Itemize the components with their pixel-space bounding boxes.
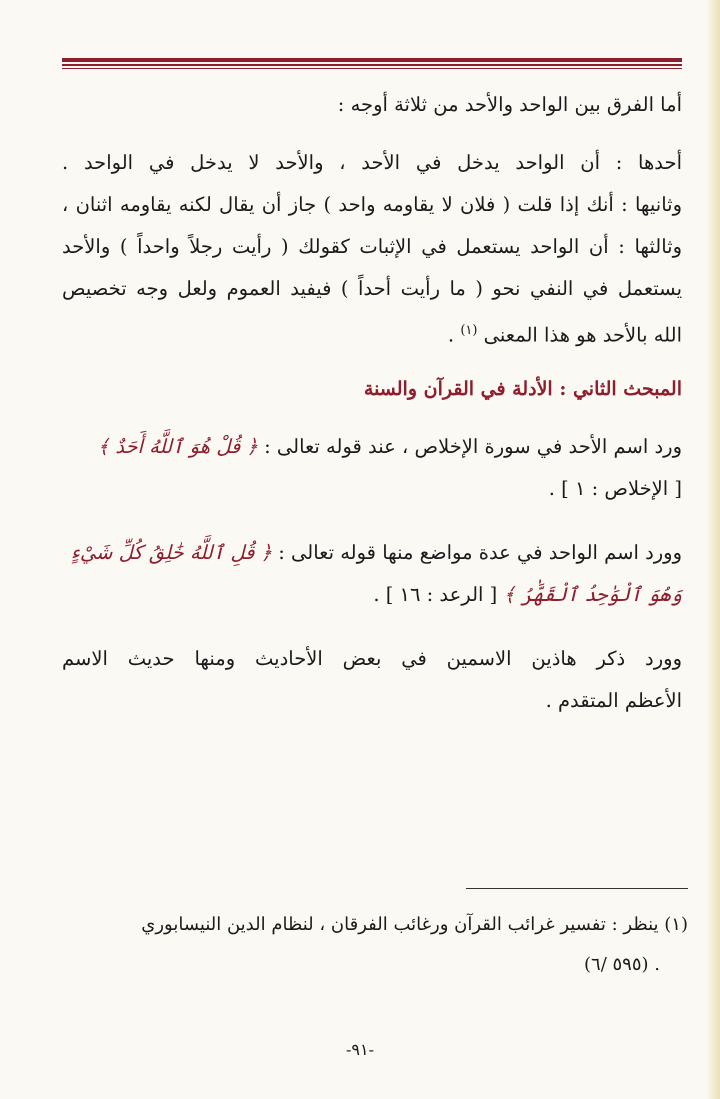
- hadith-line-1: وورد ذكر هاذين الاسمين في بعض الأحاديث ومنها حديث الاسم: [62, 647, 682, 670]
- verse2-quote-a: ﴿ قُلِ ٱللَّهُ خَٰلِقُ كُلِّ شَيْءٍ: [70, 541, 273, 564]
- verse1-line: [62, 426, 682, 468]
- verse2-line-b: [62, 574, 682, 616]
- verse2-quote-b: وَهُوَ ٱلْوَٰحِدُ ٱلْقَهَّٰرُ ﴾: [503, 583, 682, 606]
- verse2-lead: وورد اسم الواحد في عدة مواضع منها قوله تعالى :: [272, 541, 682, 564]
- footnote-line-1: [62, 905, 688, 945]
- first-aspect-line: أحدها : أن الواحد يدخل في الأحد ، والأحد لا يدخل في الواحد .: [62, 151, 682, 174]
- footnote-separator: [466, 888, 688, 889]
- fifth-line-text: الله بالأحد هو هذا المعنى: [483, 323, 682, 347]
- footnote-text: ينظر : تفسير غرائب القرآن ورغائب الفرقان ، لنظام الدين النيسابوري: [141, 914, 665, 935]
- second-aspect-line: وثانيها : أنك إذا قلت ( فلان لا يقاومه واحد ) جاز أن يقال لكنه يقاومه اثنان ،: [62, 193, 682, 216]
- footnote-line-2: . (٥٩٥ /٦): [584, 954, 660, 975]
- verse1-quote: ﴿ قُلْ هُوَ ٱللَّهُ أَحَدٌ ﴾: [97, 435, 258, 458]
- fourth-line: يستعمل في النفي نحو ( ما رأيت أحداً ) فيفيد العموم ولعل وجه تخصيص: [62, 277, 682, 300]
- page-edge-shading: [706, 0, 720, 1099]
- fifth-line-end: .: [447, 323, 461, 347]
- verse2-line: [62, 532, 682, 574]
- verse2-ref: [ الرعد : ١٦ ] .: [373, 583, 504, 606]
- verse1-ref: [ الإخلاص : ١ ] .: [548, 477, 682, 500]
- header-rule: [62, 58, 682, 70]
- main-text: [62, 84, 682, 722]
- verse1-lead: ورد اسم الأحد في سورة الإخلاص ، عند قوله تعالى :: [257, 435, 682, 458]
- third-aspect-line: وثالثها : أن الواحد يستعمل في الإثبات كقولك ( رأيت رجلاً واحداً ) والأحد: [62, 235, 682, 258]
- section-heading: المبحث الثاني : الأدلة في القرآن والسنة: [363, 378, 682, 400]
- footnote: [62, 905, 688, 985]
- hadith-line-2: الأعظم المتقدم .: [545, 689, 682, 712]
- fifth-line: [62, 310, 682, 352]
- footnote-number: (١): [664, 914, 688, 935]
- page-number: -٩١-: [346, 1040, 374, 1059]
- intro-line: أما الفرق بين الواحد والأحد من ثلاثة أوجه :: [337, 93, 682, 116]
- footnote-ref: (١): [460, 323, 478, 338]
